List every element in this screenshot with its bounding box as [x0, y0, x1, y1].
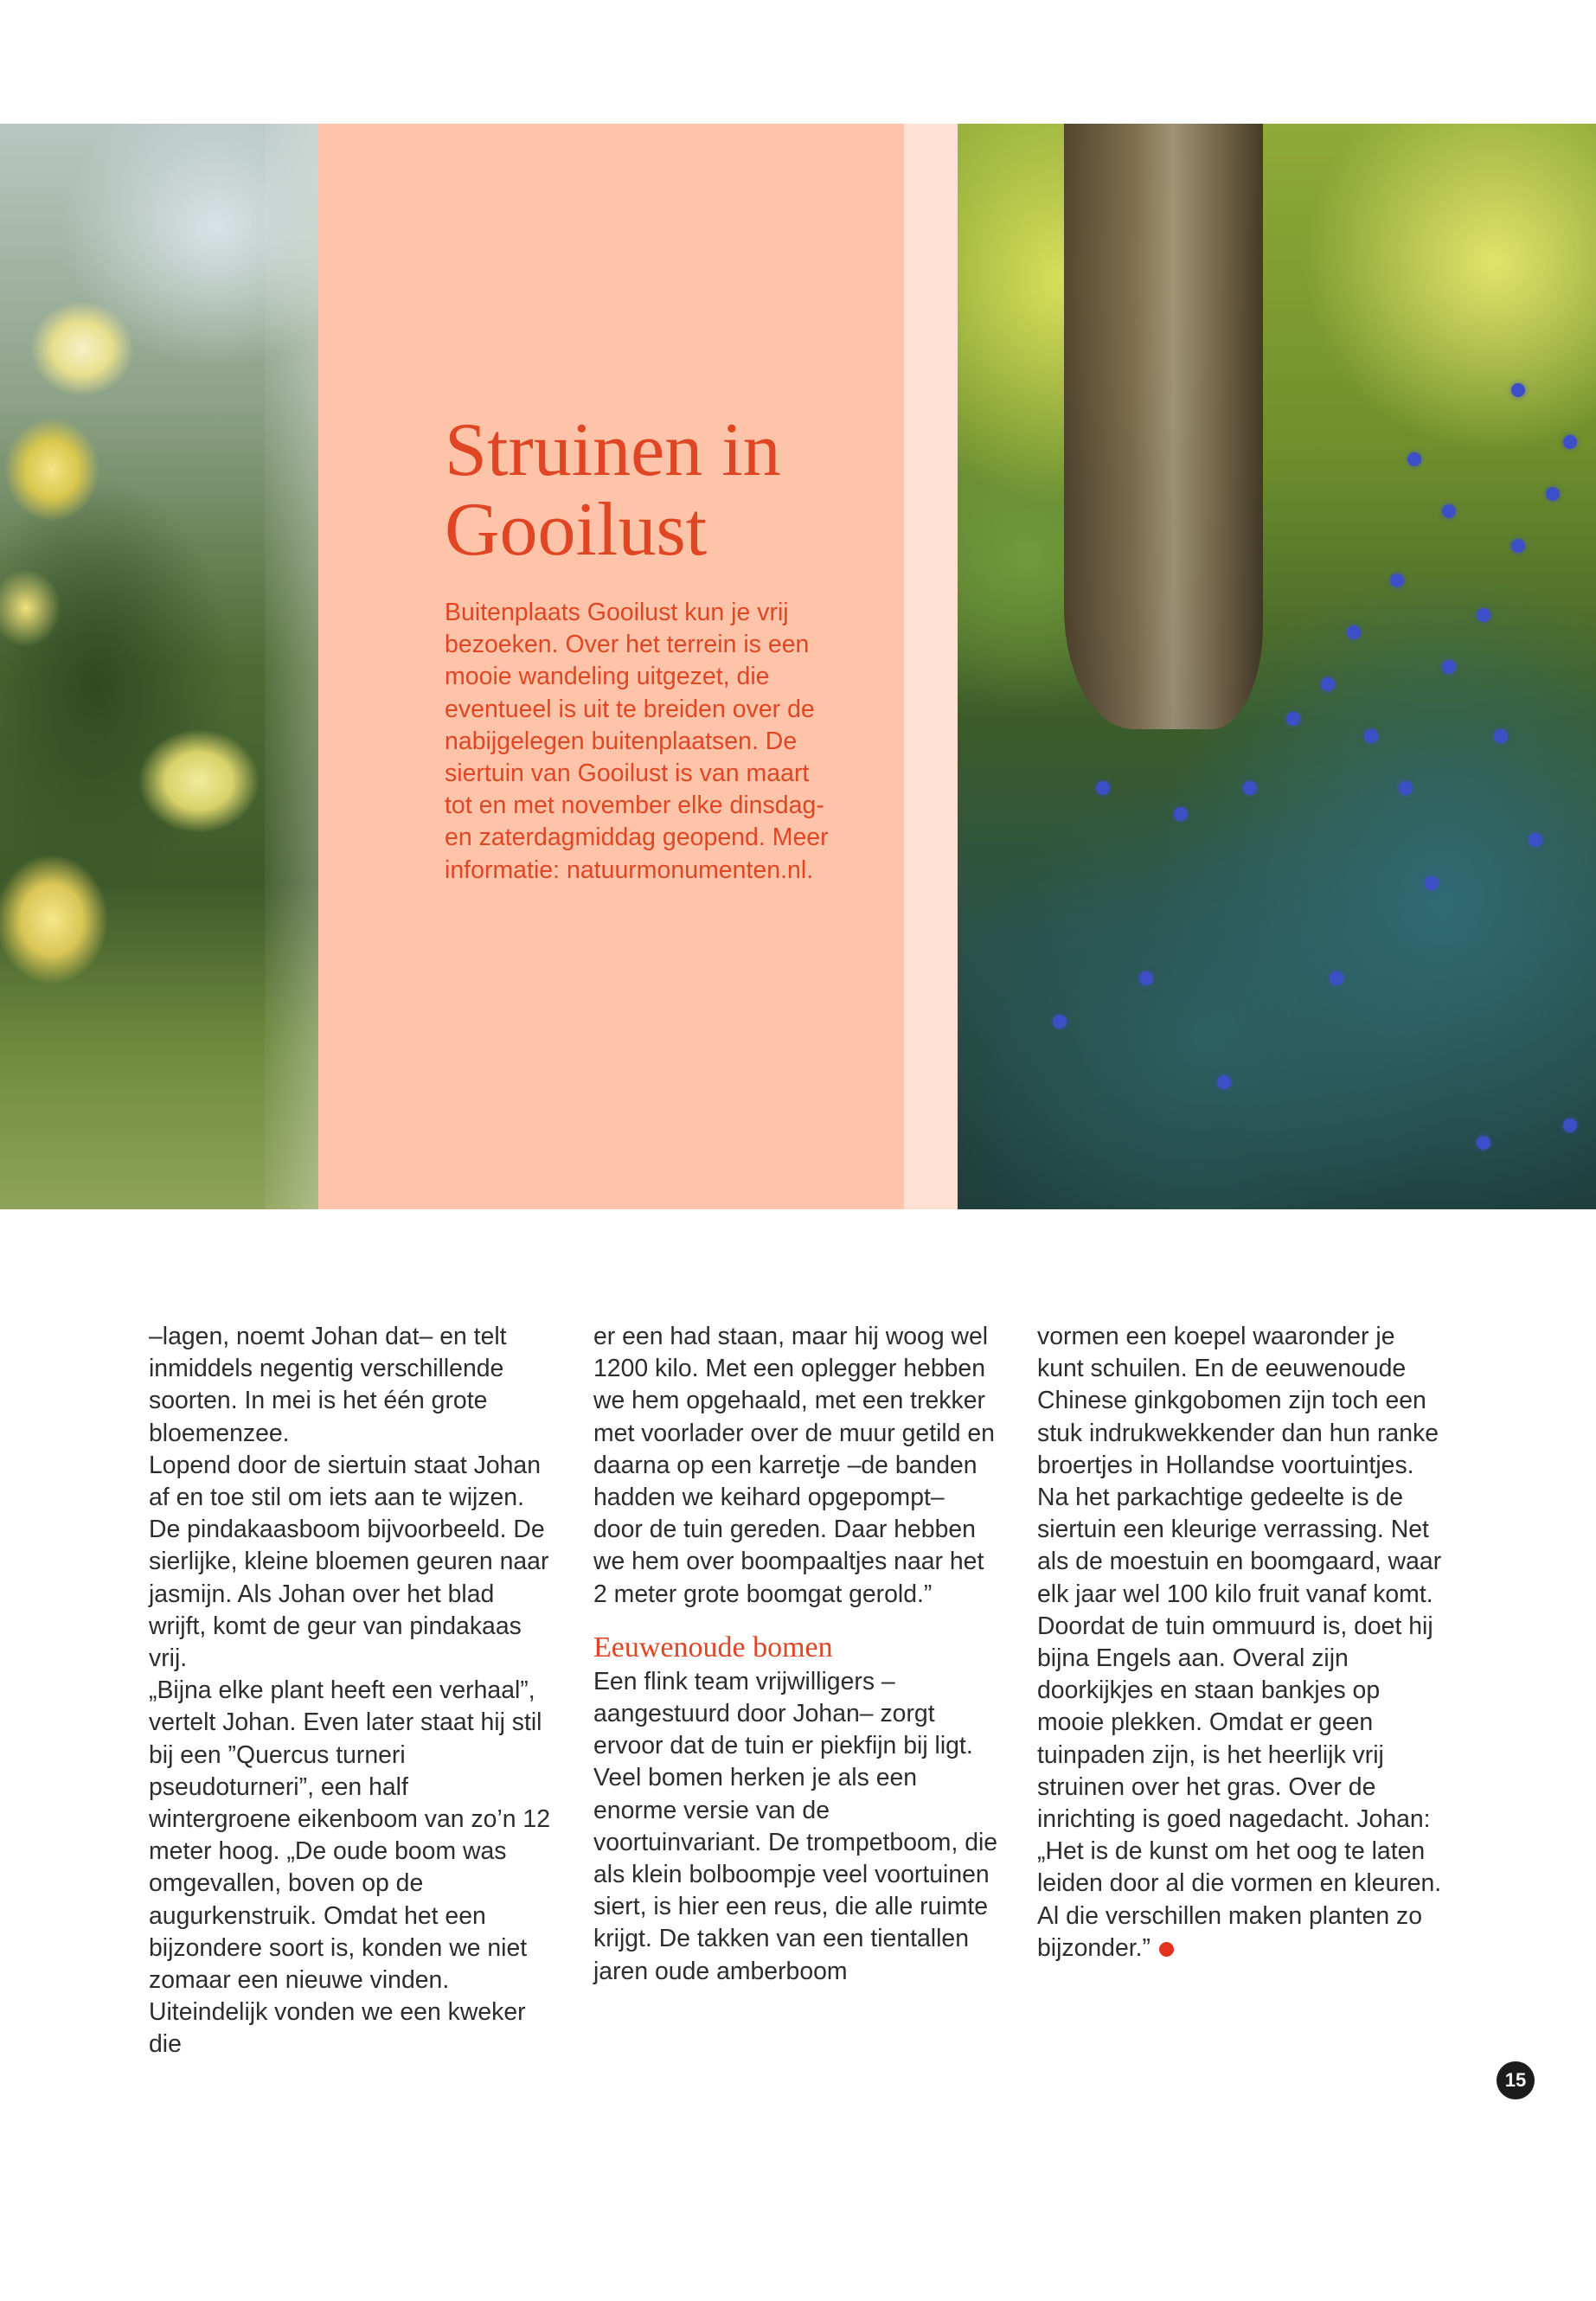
- intro-text: Buitenplaats Gooilust kun je vrij bezoeken. Over het terrein is een mooie wandeling uitgezet, die eventueel is uit te breiden over de nabijgelegen buitenplaatsen. De siertuin van Gooilust is van maart tot en met november elke dinsdag- en zaterdagmiddag geopend. Meer informatie: natuurmonumenten.nl.: [445, 599, 829, 884]
- paragraph: „Bijna elke plant heeft een verhaal”, vertelt Johan. Even later staat hij stil bij een ”Quercus turneri pseudoturneri”, een half wintergroene eikenboom van zo’n 12 meter hoog. „De oude boom was omgevallen, boven op de augurkenstruik. Omdat het een bijzondere soort is, konden we niet zomaar een nieuwe vinden. Uiteindelijk vonden we een kweker die: [149, 1676, 551, 2059]
- paragraph: Veel bomen herken je als een enorme versie van de voortuinvariant. De trompetboom, die als klein bolboompje veel voortuinen siert, is hier een reus, die alle ruimte krijgt. De takken van een tientallen jaren oude amberboom: [593, 1764, 998, 1985]
- article-title: [445, 408, 877, 572]
- closing-paragraph: [1037, 1611, 1444, 1965]
- closing-text: Doordat de tuin ommuurd is, doet hij bijna Engels aan. Overal zijn doorkijkjes en staan bankjes op mooie plekken. Omdat er geen tuinpaden zijn, is het heerlijk vrij struinen over het gras. Over de inrichting is goed nagedacht. Johan: „Het is de kunst om het oog te laten leiden door al die vormen en kleuren. Al die verschillen maken planten zo bijzonder.”: [1037, 1612, 1442, 1962]
- paragraph: –lagen, noemt Johan dat– en telt inmiddels negentig verschillende soorten. In mei is het één grote bloemenzee.: [149, 1323, 507, 1447]
- end-mark-icon: [1159, 1942, 1174, 1957]
- paragraph: er een had staan, maar hij woog wel 1200 kilo. Met een oplegger hebben we hem opgehaald, met een trekker met voorlader over de muur getild en daarna op een karretje –de banden hadden we keihard opgepompt– door de tuin gereden. Daar hebben we hem over boompaaltjes naar het 2 meter grote boomgat gerold.”: [593, 1323, 995, 1608]
- text-column-1: [149, 1321, 555, 2061]
- title-line-2: Gooilust: [445, 488, 708, 572]
- paragraph: Een flink team vrijwilligers –aangestuurd door Johan– zorgt ervoor dat de tuin er piekfijn bij ligt.: [593, 1667, 973, 1760]
- paragraph: Na het parkachtige gedeelte is de siertuin een kleurige verrassing. Net als de moestuin en boomgaard, waar elk jaar wel 100 kilo fruit vanaf komt.: [1037, 1484, 1442, 1608]
- title-line-1: Struinen in: [445, 408, 781, 492]
- rose-photo: [0, 124, 318, 1209]
- paragraph: Lopend door de siertuin staat Johan af en toe stil om iets aan te wijzen. De pindakaasboom bijvoorbeeld. De sierlijke, kleine bloemen geuren naar jasmijn. Als Johan over het blad wrijft, komt de geur van pindakaas vrij.: [149, 1451, 549, 1673]
- text-column-3: [1037, 1321, 1444, 1965]
- paragraph: vormen een koepel waaronder je kunt schuilen. En de eeuwenoude Chinese ginkgobomen zijn toch een stuk indrukwekkender dan hun ranke broertjes in Hollandse voortuintjes.: [1037, 1323, 1439, 1479]
- text-column-2: [593, 1321, 1000, 1988]
- page-number: 15: [1497, 2061, 1535, 2099]
- blue-blooms: [958, 124, 1596, 1209]
- section-heading: Eeuwenoude bomen: [593, 1631, 833, 1663]
- accent-strip: [904, 124, 958, 1209]
